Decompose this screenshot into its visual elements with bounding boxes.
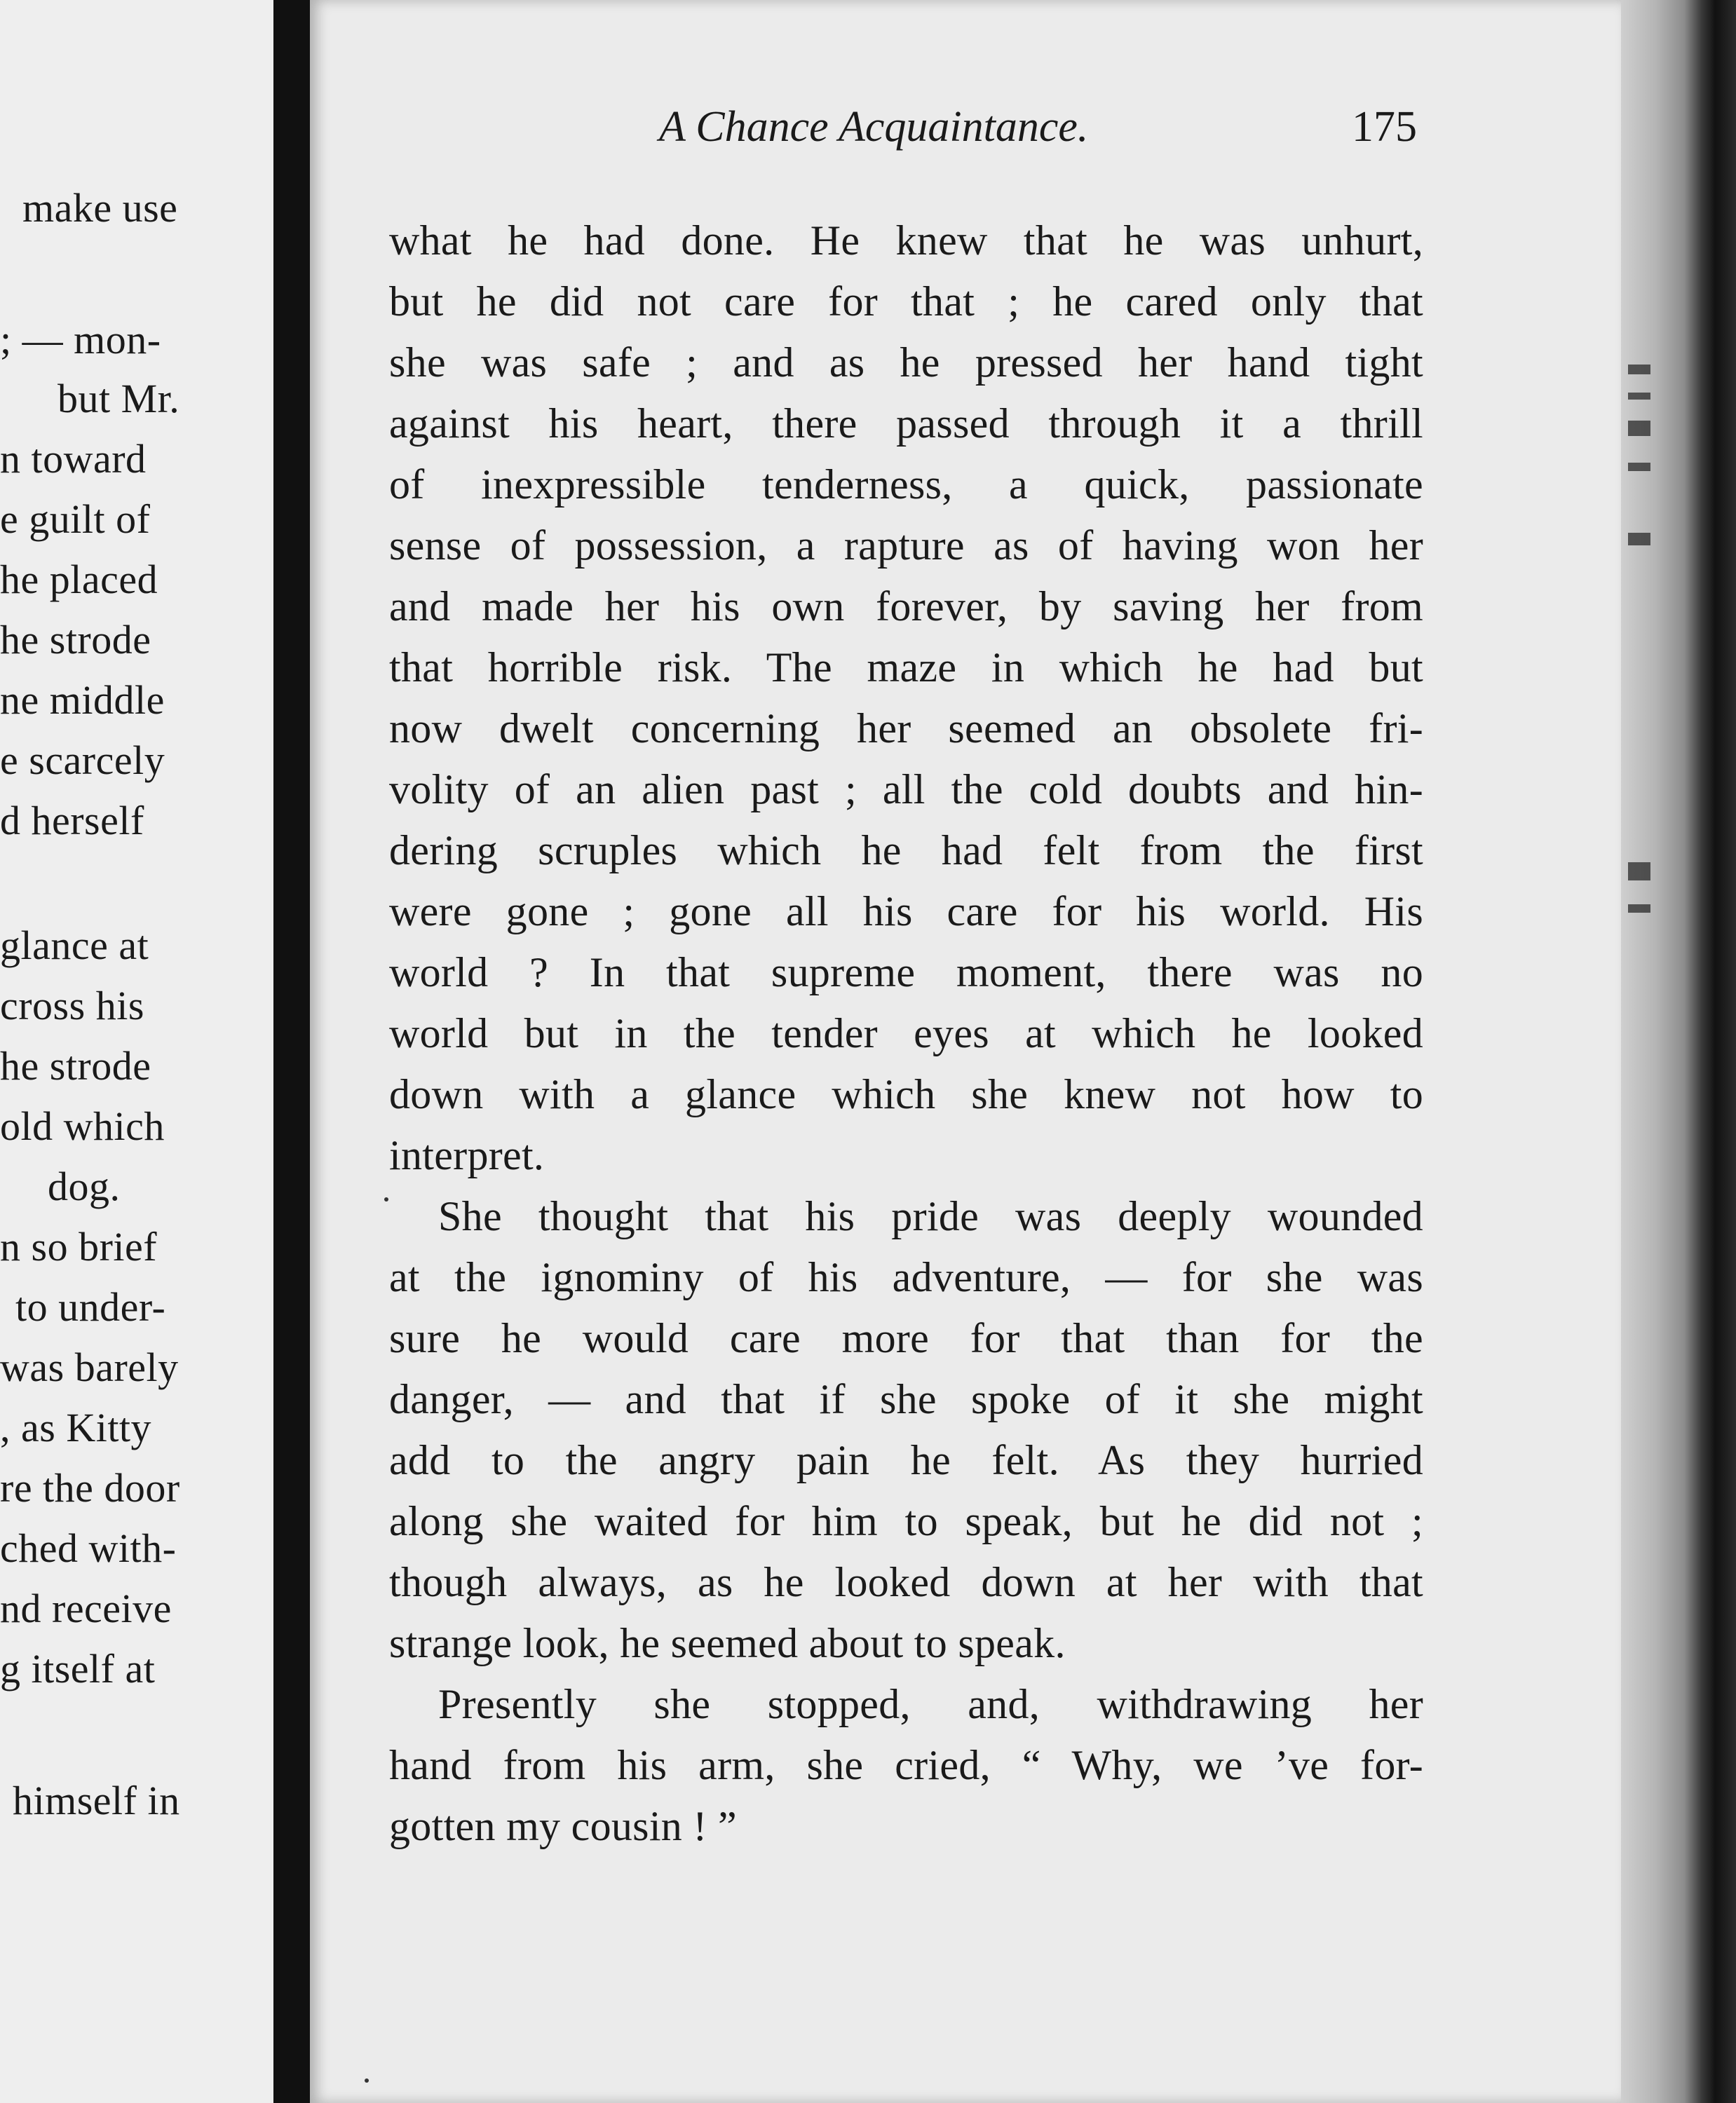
left-page-line: cross his bbox=[0, 983, 144, 1028]
left-page-line: g itself at bbox=[0, 1646, 156, 1692]
text-line: at the ignominy of his adventure, — for she was bbox=[389, 1254, 1423, 1300]
page-edge-mark bbox=[1628, 904, 1650, 913]
text-line: of inexpressible tenderness, a quick, passionate bbox=[389, 461, 1423, 508]
left-page-line: he placed bbox=[0, 557, 158, 602]
page-body bbox=[389, 210, 1423, 1857]
left-page-line: ched with- bbox=[0, 1525, 177, 1571]
print-speck bbox=[365, 2078, 369, 2083]
text-line: along she waited for him to speak, but he did not ; bbox=[389, 1498, 1423, 1544]
page-edge bbox=[1621, 0, 1736, 2103]
left-page-line: make use bbox=[22, 185, 178, 231]
text-line: add to the angry pain he felt. As they hurried bbox=[389, 1437, 1423, 1483]
left-page-line: ne middle bbox=[0, 677, 165, 723]
text-line: dering scruples which he had felt from the first bbox=[389, 827, 1423, 873]
print-speck bbox=[384, 1197, 388, 1202]
text-line: volity of an alien past ; all the cold doubts and hin- bbox=[389, 766, 1423, 812]
text-line: hand from his arm, she cried, “ Why, we ’ve for- bbox=[389, 1742, 1423, 1788]
page-edge-mark bbox=[1628, 393, 1650, 400]
text-line: world but in the tender eyes at which he looked bbox=[389, 1010, 1423, 1056]
left-page-line: n so brief bbox=[0, 1224, 158, 1270]
left-page-line: d herself bbox=[0, 798, 144, 843]
left-page bbox=[0, 0, 273, 2103]
text-line: sure he would care more for that than for the bbox=[389, 1315, 1423, 1361]
page-edge-mark bbox=[1628, 421, 1650, 436]
text-line: what he had done. He knew that he was unhurt, bbox=[389, 217, 1423, 264]
text-line: and made her his own forever, by saving her from bbox=[389, 583, 1423, 629]
text-line: though always, as he looked down at her with that bbox=[389, 1559, 1423, 1605]
left-page-line: he strode bbox=[0, 1043, 151, 1089]
left-page-line: nd receive bbox=[0, 1586, 172, 1631]
left-page-line: n toward bbox=[0, 436, 147, 482]
text-line: against his heart, there passed through it a thrill bbox=[389, 400, 1423, 447]
text-line: now dwelt concerning her seemed an obsolete fri- bbox=[389, 705, 1423, 751]
left-page-line: , as Kitty bbox=[0, 1405, 152, 1450]
text-line: that horrible risk. The maze in which he had but bbox=[389, 644, 1423, 690]
text-line: interpret. bbox=[389, 1132, 545, 1178]
text-line: danger, — and that if she spoke of it she might bbox=[389, 1376, 1423, 1422]
left-page-line: re the door bbox=[0, 1465, 180, 1511]
left-page-line: was barely bbox=[0, 1345, 179, 1390]
text-line: strange look, he seemed about to speak. bbox=[389, 1620, 1066, 1666]
text-line: world ? In that supreme moment, there was no bbox=[389, 949, 1423, 995]
left-page-line: e guilt of bbox=[0, 496, 151, 542]
left-page-line: to under- bbox=[15, 1284, 166, 1330]
text-line: Presently she stopped, and, withdrawing her bbox=[438, 1681, 1423, 1727]
left-page-line: himself in bbox=[13, 1778, 180, 1823]
page-edge-mark bbox=[1628, 365, 1650, 374]
text-line: gotten my cousin ! ” bbox=[389, 1803, 737, 1849]
page-edge-mark bbox=[1628, 463, 1650, 471]
left-page-line: dog. bbox=[48, 1164, 121, 1209]
text-line: but he did not care for that ; he cared only that bbox=[389, 278, 1423, 325]
left-page-line: he strode bbox=[0, 617, 151, 662]
left-page-line: ; — mon- bbox=[0, 317, 161, 362]
text-line: sense of possession, a rapture as of having won her bbox=[389, 522, 1423, 569]
left-page-line: but Mr. bbox=[57, 376, 180, 421]
text-line: down with a glance which she knew not how to bbox=[389, 1071, 1423, 1117]
page-edge-mark bbox=[1628, 533, 1650, 545]
book-gutter bbox=[273, 0, 310, 2103]
page-number: 175 bbox=[1352, 103, 1417, 151]
text-line: were gone ; gone all his care for his world. His bbox=[389, 888, 1423, 934]
left-page-line: old which bbox=[0, 1103, 165, 1149]
text-line: She thought that his pride was deeply wounded bbox=[438, 1193, 1423, 1239]
left-page-line: e scarcely bbox=[0, 737, 165, 783]
page-edge-mark bbox=[1628, 862, 1650, 880]
left-page-line: glance at bbox=[0, 923, 149, 968]
text-line: she was safe ; and as he pressed her hand tight bbox=[389, 339, 1423, 386]
running-title: A Chance Acquaintance. bbox=[659, 103, 1089, 151]
